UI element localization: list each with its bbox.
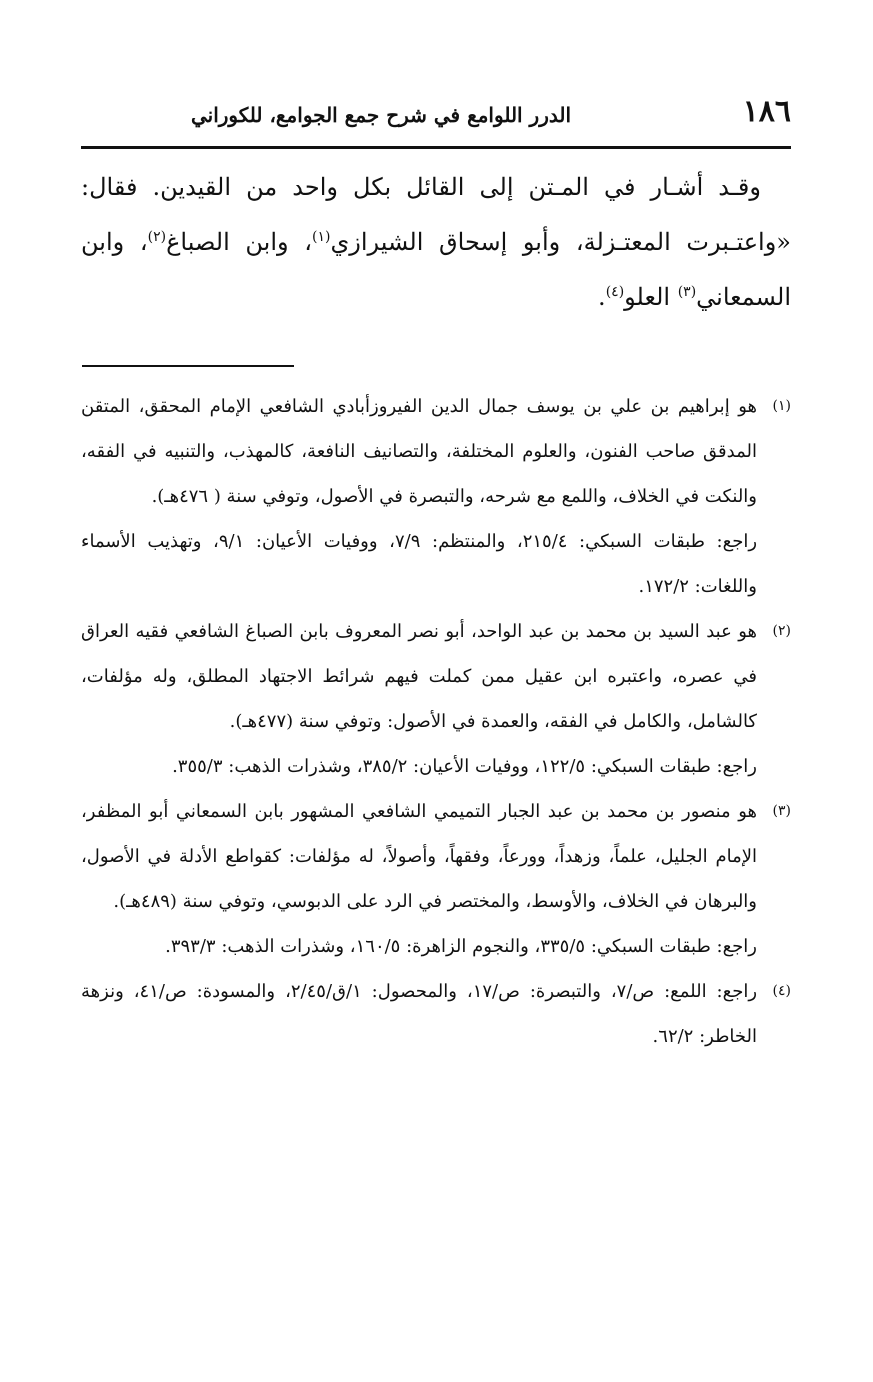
footnote [81, 789, 791, 969]
page-number: ١٨٦ [742, 94, 791, 129]
footnote-number: (١) [772, 398, 791, 414]
main-text-segment: . [598, 283, 606, 311]
footnote [81, 609, 791, 789]
main-text-segment: ، وابن الصباغ [166, 228, 312, 256]
main-text-segment: العلو [624, 283, 678, 311]
main-paragraph [81, 160, 791, 325]
footnote-reference: راجع: طبقات السبكي: ١٢٢/٥، ووفيات الأعيان: ٣٨٥/٢، وشذرات الذهب: ٣٥٥/٣. [172, 756, 757, 777]
main-text [81, 160, 791, 325]
footnote-body [81, 609, 791, 744]
footnote-reference: راجع: طبقات السبكي: ٢١٥/٤، والمنتظم: ٧/٩، ووفيات الأعيان: ٩/١، وتهذيب الأسماء واللغات: ١٧٢/٢. [81, 531, 758, 597]
footnote-number: (٣) [772, 803, 791, 819]
footnote-ref: (١) [312, 229, 331, 245]
footnote-body [81, 384, 791, 519]
running-title: الدرر اللوامع في شرح جمع الجوامع، للكوراني [190, 103, 572, 127]
main-text-segment: ، وابن السمعاني [81, 228, 791, 311]
main-text-segment: وقـد أشـار في المـتن إلى القائل بكل واحد من القيدين. فقال: «واعتـبرت المعتـزلة، وأبو إسحاق الشيرازي [81, 173, 791, 256]
footnote [81, 384, 791, 609]
footnote-number: (٤) [772, 983, 791, 999]
header-rule [81, 146, 791, 149]
footnote-body [81, 789, 791, 924]
footnote-number: (٢) [772, 623, 791, 639]
footnote-separator [82, 365, 294, 367]
footnote-ref: (٤) [605, 284, 625, 300]
footnote-text: هو منصور بن محمد بن عبد الجبار التميمي الشافعي المشهور بابن السمعاني أبو المظفر، الإمام الجليل، علماً، وزهداً، وورعاً، وفقهاً، وأصولاً، له مؤلفات: كقواطع الأدلة في الأصول، والبرهان في الخلاف، والأوسط، والمختصر في الرد على الدبوسي، وتوفي سنة (٤٨٩هـ). [81, 801, 757, 912]
footnote-reference: راجع: طبقات السبكي: ٣٣٥/٥، والنجوم الزاهرة: ١٦٠/٥، وشذرات الذهب: ٣٩٣/٣. [165, 936, 757, 957]
footnote-ref: (٣) [677, 284, 697, 300]
footnotes [81, 384, 791, 1059]
footnote-ref: (٢) [147, 229, 167, 245]
footnote-body [81, 969, 791, 1059]
page-header [81, 92, 791, 142]
footnote-text: هو عبد السيد بن محمد بن عبد الواحد، أبو نصر المعروف بابن الصباغ الشافعي فقيه العراق في عصره، واعتبره ابن عقيل ممن كملت فيهم شرائط الاجتهاد المطلق، وله مؤلفات، كالشامل، والكامل في الفقه، والعمدة في الأصول: وتوفي سنة (٤٧٧هـ). [81, 621, 757, 732]
footnote [81, 969, 791, 1059]
footnote-text: هو إبراهيم بن علي بن يوسف جمال الدين الفيروزأبادي الشافعي الإمام المحقق، المتقن المدقق صاحب الفنون، والعلوم المختلفة، والتصانيف النافعة، كالمهذب، والتنبيه في الفقه، والنكت في الخلاف، واللمع مع شرحه، والتبصرة في الأصول، وتوفي سنة ( ٤٧٦هـ). [81, 396, 757, 507]
footnote-text: راجع: اللمع: ص/٧، والتبصرة: ص/١٧، والمحصول: ١/ق/٢/٤٥، والمسودة: ص/٤١، ونزهة الخاطر: ٦٢/٢. [81, 981, 758, 1047]
